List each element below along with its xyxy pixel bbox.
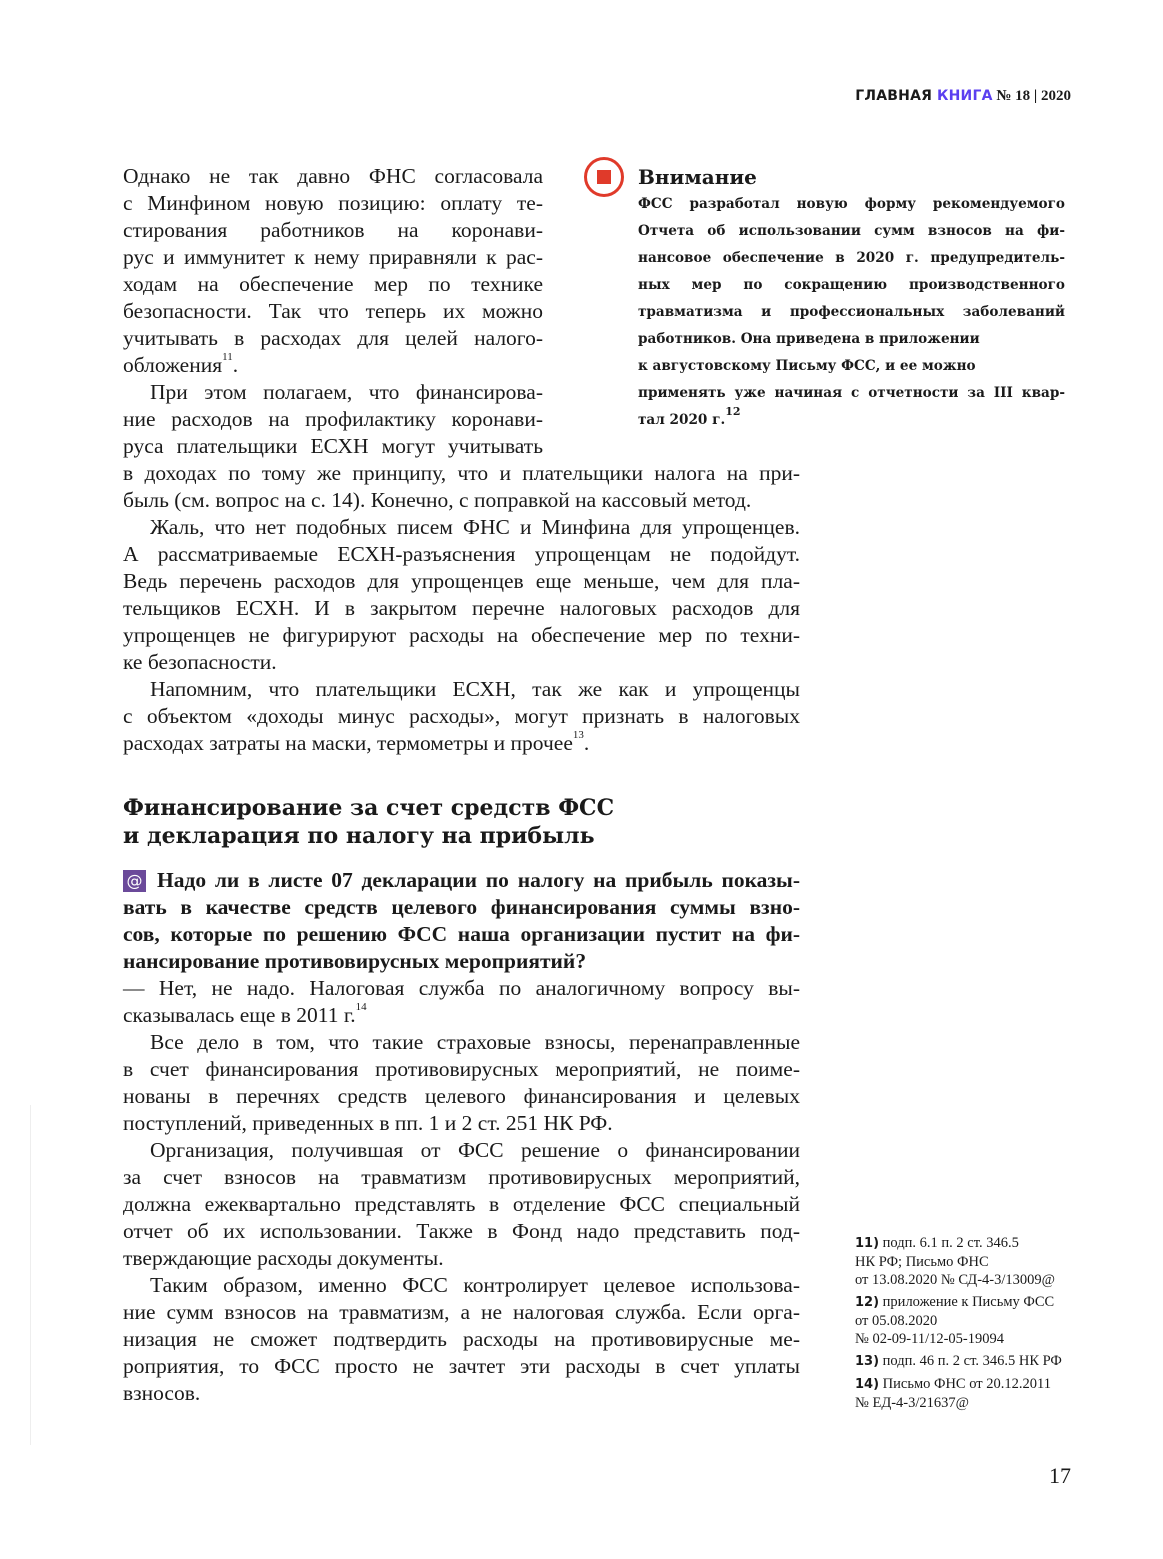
text-line: [123, 190, 543, 217]
line-text: обложения: [123, 353, 223, 377]
footnote-line: [855, 1293, 1075, 1312]
footnote-number: 14): [855, 1377, 880, 1392]
line-text: быль (см. вопрос на с. 14). Конечно, с поправкой на кассовый метод.: [123, 488, 752, 512]
footnote-text: НК РФ; Письмо ФНС: [855, 1254, 989, 1270]
line-text: нансовое обеспечение в 2020 г. предупредитель-: [638, 250, 1065, 266]
text-line: [123, 1056, 800, 1083]
line-text: сов, которые по решению ФСС наша организации пустит на фи-: [123, 922, 800, 946]
line-text: поступлений, приведенных в пп. 1 и 2 ст. 251 НК РФ.: [123, 1111, 613, 1135]
text-line: [123, 352, 543, 379]
line-text: в счет финансирования противовирусных мероприятий, не поиме-: [123, 1057, 800, 1081]
text-line: [123, 1299, 800, 1326]
footnote-text: приложение к Письму ФСС: [882, 1294, 1055, 1310]
line-text: Однако не так давно ФНС согласовала: [123, 164, 543, 188]
footnote-line: [855, 1253, 1075, 1271]
line-text: Организация, получившая от ФСС решение о финансировании: [150, 1138, 800, 1162]
text-line: [123, 975, 800, 1002]
text-line: [123, 1083, 800, 1110]
text-line: [123, 406, 543, 433]
footnote-ref: 11: [222, 351, 233, 363]
footnote-text: № ЕД-4-3/21637@: [855, 1395, 969, 1411]
footnote: [855, 1375, 1075, 1412]
line-text: отчет об их использовании. Также в Фонд надо представить под-: [123, 1219, 800, 1243]
text-line: [123, 433, 543, 460]
text-line: [123, 325, 543, 352]
text-line: [123, 894, 800, 921]
line-text: должна ежеквартально представлять в отделение ФСС специальный: [123, 1192, 800, 1216]
line-text: Все дело в том, что такие страховые взносы, перенаправленные: [150, 1030, 800, 1054]
text-line: [123, 514, 800, 541]
line-text: за счет взносов на травматизм противовирусных мероприятий,: [123, 1165, 800, 1189]
footnote-number: 12): [855, 1295, 880, 1310]
line-text: нованы в перечнях средств целевого финансирования и целевых: [123, 1084, 800, 1108]
brand-main: ГЛАВНАЯ: [855, 88, 933, 104]
text-line: [123, 703, 800, 730]
text-line: [123, 649, 800, 676]
text-line: [123, 298, 543, 325]
footnote: [855, 1234, 1075, 1289]
footnote-line: [855, 1352, 1075, 1371]
footnote-line: [855, 1312, 1075, 1330]
text-line: [123, 622, 800, 649]
footnote: [855, 1352, 1075, 1371]
line-text: При этом полагаем, что финансирова-: [150, 380, 543, 404]
footnote-text: подп. 46 п. 2 ст. 346.5 НК РФ: [882, 1353, 1062, 1369]
text-line: [123, 676, 800, 703]
line-text: к августовскому Письму ФСС, и ее можно: [638, 358, 976, 374]
line-text: ФСС разработал новую форму рекомендуемого: [638, 196, 1065, 212]
attention-title: Внимание: [638, 165, 757, 189]
line-text: ние расходов на профилактику коронави-: [123, 407, 543, 431]
text-line: [123, 730, 800, 757]
line-text: Напомним, что плательщики ЕСХН, так же как и упрощенцы: [150, 677, 800, 701]
line-text: ке безопасности.: [123, 650, 277, 674]
line-text: упрощенцев не фигурируют расходы на обеспечение мер по техни-: [123, 623, 800, 647]
text-line: [123, 1164, 800, 1191]
line-text: стирования работников на коронави-: [123, 218, 543, 242]
line-text: тверждающие расходы документы.: [123, 1246, 444, 1270]
line-text: в доходах по тому же принципу, что и плательщики налога на при-: [123, 461, 800, 485]
footnote-ref: 14: [355, 1001, 367, 1013]
brand-accent: КНИГА: [936, 88, 993, 104]
text-line: [123, 921, 800, 948]
footnote-number: 11): [855, 1236, 880, 1251]
footnote-line: [855, 1234, 1075, 1253]
footnote-text: от 13.08.2020 № СД-4-3/13009@: [855, 1272, 1055, 1288]
line-text: тельщиков ЕСХН. И в закрытом перечне налоговых расходов для: [123, 596, 800, 620]
footnote-text: Письмо ФНС от 20.12.2011: [882, 1376, 1051, 1392]
text-line: [123, 1029, 800, 1056]
text-line: [123, 1218, 800, 1245]
page-number: 17: [1049, 1463, 1071, 1488]
issue-number: № 18 | 2020: [992, 88, 1071, 104]
section-heading: [123, 794, 614, 850]
line-text: расходах затраты на маски, термометры и прочее: [123, 731, 573, 755]
line-text: руса плательщики ЕСХН могут учитывать: [123, 434, 543, 458]
line-text: ходам на обеспечение мер по технике: [123, 272, 543, 296]
body-text-intro: [123, 163, 800, 757]
text-line: [123, 1137, 800, 1164]
line-text: нансирование противовирусных мероприятий?: [123, 949, 587, 973]
margin-rule: [30, 1105, 31, 1445]
text-line: [123, 1191, 800, 1218]
question-at-icon: @: [123, 870, 146, 892]
section-heading-line: и декларация по налогу на прибыль: [123, 823, 595, 849]
line-text: А рассматриваемые ЕСХН-разъяснения упрощенцам не подойдут.: [123, 542, 800, 566]
line-text: низация не сможет подтвердить расходы на противовирусные ме-: [123, 1327, 800, 1351]
line-text: с Минфином новую позицию: оплату те-: [123, 191, 543, 215]
line-tail: .: [232, 353, 239, 377]
footnotes: [855, 1234, 1075, 1416]
line-text: Надо ли в листе 07 декларации по налогу на прибыль показы-: [157, 868, 800, 892]
text-line: [123, 379, 543, 406]
line-text: Таким образом, именно ФСС контролирует целевое использова-: [150, 1273, 800, 1297]
running-header: [855, 88, 1071, 105]
text-line: [123, 1245, 800, 1272]
text-line: [123, 163, 543, 190]
text-line: [123, 1380, 800, 1407]
text-line: [123, 1272, 800, 1299]
line-text: Отчета об использовании сумм взносов на фи-: [638, 223, 1065, 239]
line-text: — Нет, не надо. Налоговая служба по аналогичному вопросу вы-: [123, 976, 800, 1000]
line-text: с объектом «доходы минус расходы», могут признать в налоговых: [123, 704, 800, 728]
line-text: ных мер по сокращению производственного: [638, 277, 1065, 293]
text-line: [123, 541, 800, 568]
line-text: ние сумм взносов на травматизм, а не налоговая служба. Если орга-: [123, 1300, 800, 1324]
line-text: применять уже начиная с отчетности за III квар-: [638, 385, 1065, 401]
text-line: [123, 271, 543, 298]
footnote-line: [855, 1394, 1075, 1412]
line-text: тал 2020 г.: [638, 412, 726, 428]
text-line: [123, 595, 800, 622]
text-line: [123, 460, 800, 487]
line-text: сказывалась еще в 2011 г.: [123, 1003, 356, 1027]
text-line: [123, 244, 543, 271]
line-text: Жаль, что нет подобных писем ФНС и Минфина для упрощенцев.: [150, 515, 800, 539]
body-text-qa: [123, 867, 800, 1407]
footnote-text: от 05.08.2020: [855, 1313, 938, 1329]
line-text: учитывать в расходах для целей налого-: [123, 326, 543, 350]
line-text: работников. Она приведена в приложении: [638, 331, 980, 347]
text-line: [123, 867, 800, 894]
text-line: [123, 1353, 800, 1380]
text-line: [123, 1002, 800, 1029]
line-text: Ведь перечень расходов для упрощенцев еще меньше, чем для пла-: [123, 569, 800, 593]
line-text: рус и иммунитет к нему приравняли к рас-: [123, 245, 543, 269]
footnote-line: [855, 1330, 1075, 1348]
footnote-number: 13): [855, 1354, 880, 1369]
text-line: [123, 568, 800, 595]
footnote-text: подп. 6.1 п. 2 ст. 346.5: [882, 1235, 1019, 1251]
footnote-line: [855, 1271, 1075, 1289]
line-text: взносов.: [123, 1381, 201, 1405]
line-text: безопасности. Так что теперь их можно: [123, 299, 543, 323]
footnote-ref: 13: [572, 729, 584, 741]
text-line: [123, 1110, 800, 1137]
footnote-ref: 12: [725, 405, 741, 418]
footnote-text: № 02-09-11/12-05-19094: [855, 1331, 1005, 1347]
footnote-line: [855, 1375, 1075, 1394]
line-tail: .: [583, 731, 590, 755]
line-text: вать в качестве средств целевого финансирования суммы взно-: [123, 895, 800, 919]
section-heading-line: Финансирование за счет средств ФСС: [123, 795, 615, 821]
line-text: роприятия, то ФСС просто не зачтет эти расходы в счет уплаты: [123, 1354, 800, 1378]
text-line: [123, 217, 543, 244]
text-line: [123, 948, 800, 975]
line-text: травматизма и профессиональных заболеваний: [638, 304, 1065, 320]
text-line: [123, 1326, 800, 1353]
footnote: [855, 1293, 1075, 1348]
text-line: [123, 487, 800, 514]
